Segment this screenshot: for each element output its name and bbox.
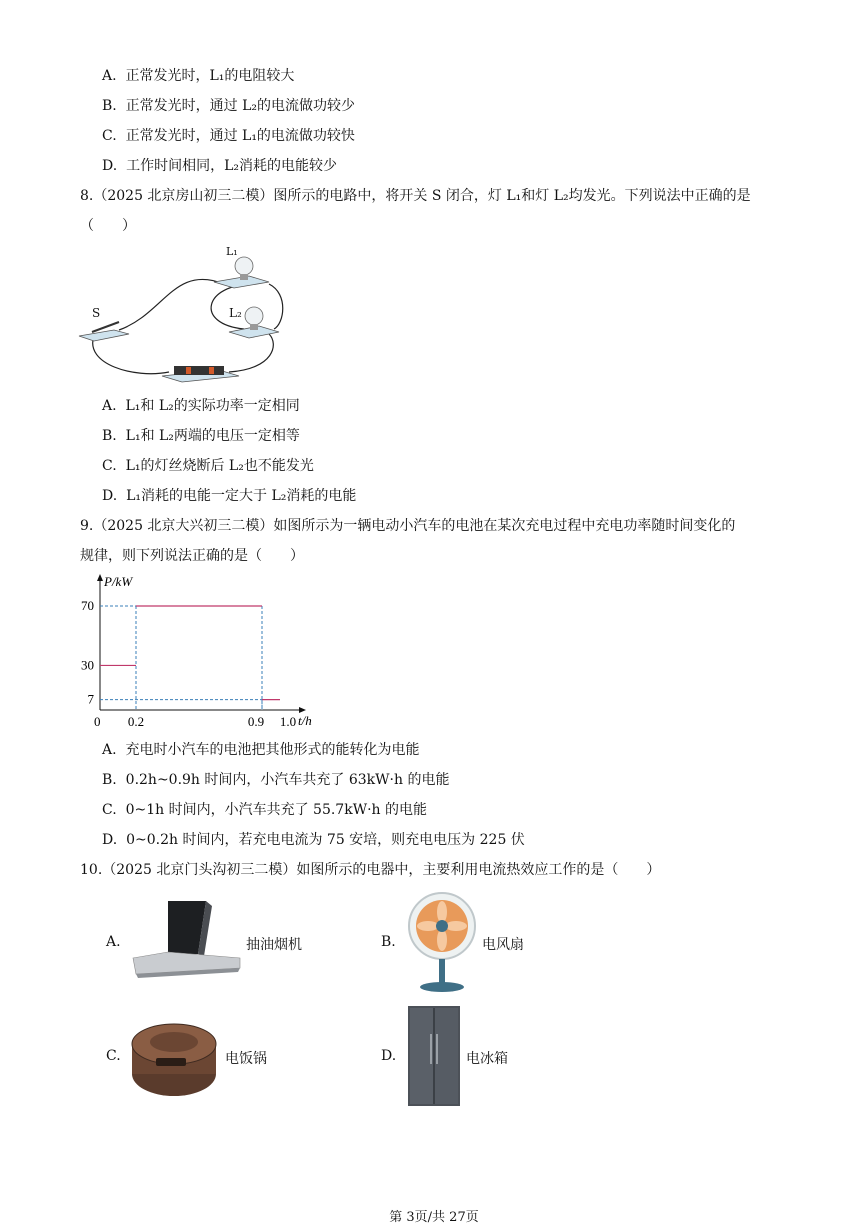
q8-option-a: A. L₁和 L₂的实际功率一定相同 <box>102 398 300 414</box>
q8-option-d: D. L₁消耗的电能一定大于 L₂消耗的电能 <box>102 488 357 504</box>
q7-option-a: A. 正常发光时，L₁的电阻较大 <box>102 68 295 84</box>
q7-option-d: D. 工作时间相同，L₂消耗的电能较少 <box>102 158 338 174</box>
q10-stem: 10.（2025 北京门头沟初三二模）如图所示的电器中，主要利用电流热效应工作的是（ ） <box>80 862 661 878</box>
q10-option-c-letter: C. <box>106 1048 121 1064</box>
q10-option-c-text: 电饭锅 <box>225 1051 267 1067</box>
x-tick-label-1: 0.9 <box>247 714 265 729</box>
y-tick-label-2: 7 <box>87 691 94 707</box>
page-footer: 第 3页/共 27页 <box>389 1210 479 1225</box>
q10-option-b-text: 电风扇 <box>482 937 524 953</box>
x-axis-label: t/h <box>298 713 312 728</box>
electric-fan-image <box>406 890 478 994</box>
q10-option-d-letter: D. <box>381 1048 397 1064</box>
q8-option-c: C. L₁的灯丝烧断后 L₂也不能发光 <box>102 458 314 474</box>
q8-blank: （ ） <box>80 218 136 234</box>
refrigerator-image <box>406 1004 462 1110</box>
q7-option-b: B. 正常发光时，通过 L₂的电流做功较少 <box>102 98 356 114</box>
y-tick-label-1: 30 <box>81 657 94 673</box>
q8-option-b: B. L₁和 L₂两端的电压一定相等 <box>102 428 300 444</box>
x-tick-label-2: 1.0 <box>279 714 297 729</box>
power-time-chart <box>70 572 330 732</box>
y-axis-arrow <box>97 574 103 581</box>
q9-option-b: B. 0.2h~0.9h 时间内，小汽车共充了 63kW·h 的电能 <box>102 772 450 788</box>
switch-label: S <box>92 306 101 320</box>
lamp2-label: L₂ <box>229 306 242 320</box>
q9-option-c: C. 0~1h 时间内，小汽车共充了 55.7kW·h 的电能 <box>102 802 428 818</box>
q9-stem-line1: 9.（2025 北京大兴初三二模）如图所示为一辆电动小汽车的电池在某次充电过程中充电功率随时间变化的 <box>80 518 736 534</box>
origin-label: 0 <box>94 714 101 729</box>
y-axis-label: P/kW <box>104 574 133 589</box>
q9-option-a: A. 充电时小汽车的电池把其他形式的能转化为电能 <box>102 742 420 758</box>
rice-cooker-image <box>126 1016 222 1100</box>
q10-option-a-letter: A. <box>106 934 121 950</box>
q10-option-a-text: 抽油烟机 <box>246 937 302 953</box>
q10-option-d-text: 电冰箱 <box>466 1051 508 1067</box>
x-tick-label-0: 0.2 <box>127 714 145 729</box>
y-tick-label-0: 70 <box>81 598 94 613</box>
q10-option-b-letter: B. <box>381 934 396 950</box>
lamp1-label: L₁ <box>226 245 238 258</box>
q9-stem-line2: 规律，则下列说法正确的是（ ） <box>80 548 304 564</box>
q9-option-d: D. 0~0.2h 时间内，若充电电流为 75 安培，则充电电压为 225 伏 <box>102 832 525 848</box>
circuit-diagram <box>74 244 284 389</box>
range-hood-image <box>128 896 244 982</box>
q7-option-c: C. 正常发光时，通过 L₁的电流做功较快 <box>102 128 355 144</box>
q8-stem: 8.（2025 北京房山初三二模）图所示的电路中，将开关 S 闭合，灯 L₁和灯 L₂均发光。下列说法中正确的是 <box>80 188 751 204</box>
